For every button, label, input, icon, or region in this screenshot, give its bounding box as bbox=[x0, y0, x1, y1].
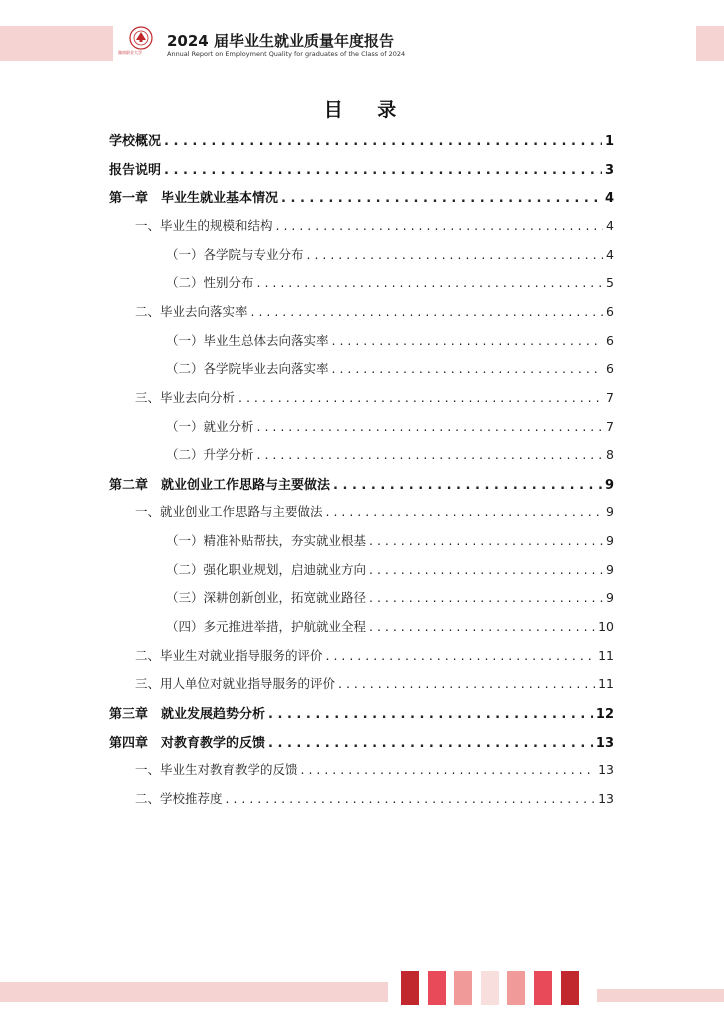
toc-entry-page: 7 bbox=[606, 389, 614, 405]
toc-entry-label: 学校概况 bbox=[109, 134, 162, 149]
toc-entry-page: 3 bbox=[604, 162, 614, 178]
toc-leader-dots bbox=[369, 533, 603, 548]
header-band-right bbox=[696, 26, 724, 61]
toc-entry-label: 第三章 就业发展趋势分析 bbox=[109, 707, 266, 722]
toc-entry-label: 三、用人单位对就业指导服务的评价 bbox=[135, 676, 336, 692]
toc-entry-page: 12 bbox=[595, 707, 614, 722]
toc-entry-page: 7 bbox=[606, 418, 614, 434]
toc-entry-label: 第二章 就业创业工作思路与主要做法 bbox=[109, 477, 331, 493]
toc-leader-dots bbox=[301, 762, 596, 777]
toc-leader-dots bbox=[268, 707, 593, 722]
toc-entry-page: 9 bbox=[604, 477, 614, 493]
toc-leader-dots bbox=[333, 478, 602, 493]
toc-entry-page: 6 bbox=[606, 303, 614, 319]
toc-entry[interactable] bbox=[166, 617, 614, 637]
toc-entry-page: 8 bbox=[606, 447, 614, 463]
toc-leader-dots bbox=[257, 419, 604, 434]
toc-leader-dots bbox=[164, 134, 602, 149]
toc-entry-page: 9 bbox=[606, 504, 614, 520]
toc-entry-page: 4 bbox=[606, 246, 614, 262]
toc-entry-page: 13 bbox=[595, 735, 614, 751]
toc-entry-label: 一、毕业生对教育教学的反馈 bbox=[135, 762, 298, 778]
toc-entry-label: （一）就业分析 bbox=[166, 418, 254, 434]
toc-leader-dots bbox=[257, 447, 604, 462]
toc-entry-label: 二、毕业生对就业指导服务的评价 bbox=[135, 647, 323, 663]
toc-leader-dots bbox=[369, 590, 603, 605]
toc-entry-page: 4 bbox=[606, 217, 614, 233]
toc-entry-label: 第一章 毕业生就业基本情况 bbox=[109, 191, 279, 207]
toc-entry[interactable] bbox=[135, 789, 614, 809]
toc-entry-page: 11 bbox=[598, 647, 614, 663]
toc-leader-dots bbox=[369, 562, 603, 577]
toc-entry-label: （二）性别分布 bbox=[166, 275, 254, 291]
toc-entry-label: 二、学校推荐度 bbox=[135, 790, 223, 806]
header-band-left bbox=[0, 26, 113, 61]
toc-entry[interactable] bbox=[109, 187, 614, 207]
toc-entry-page: 13 bbox=[598, 762, 614, 778]
toc-leader-dots bbox=[338, 676, 595, 691]
toc-entry-page: 9 bbox=[606, 590, 614, 606]
toc-entry[interactable] bbox=[166, 417, 614, 437]
report-title: 2024 届毕业生就业质量年度报告 bbox=[167, 32, 394, 50]
toc-entry-page: 9 bbox=[606, 561, 614, 577]
toc-entry[interactable] bbox=[166, 445, 614, 465]
toc-leader-dots bbox=[276, 218, 604, 233]
toc-entry[interactable] bbox=[166, 560, 614, 580]
toc-entry[interactable] bbox=[135, 302, 614, 322]
footer-bar bbox=[428, 971, 446, 1005]
footer-bar bbox=[534, 971, 552, 1005]
toc-entry-label: （二）升学分析 bbox=[166, 447, 254, 463]
toc-entry[interactable] bbox=[166, 588, 614, 608]
footer-band-right bbox=[597, 989, 724, 1002]
toc-entry[interactable] bbox=[109, 474, 614, 494]
toc-entry-page: 5 bbox=[606, 275, 614, 291]
toc-entry-label: （一）毕业生总体去向落实率 bbox=[166, 332, 329, 348]
toc-leader-dots bbox=[332, 361, 604, 376]
toc-entry-page: 1 bbox=[604, 134, 614, 149]
toc-entry-label: 二、毕业去向落实率 bbox=[135, 303, 248, 319]
toc-entry[interactable] bbox=[166, 359, 614, 379]
toc-entry[interactable] bbox=[135, 760, 614, 780]
report-subtitle: Annual Report on Employment Quality for graduates of the Class of 2024 bbox=[167, 50, 406, 58]
toc-entry-page: 9 bbox=[606, 533, 614, 549]
toc-entry-label: 三、毕业去向分析 bbox=[135, 389, 236, 405]
toc-entry-label: （二）强化职业规划，启迪就业方向 bbox=[166, 561, 367, 577]
toc-leader-dots bbox=[251, 304, 604, 319]
toc-entry-page: 11 bbox=[598, 676, 614, 692]
toc-entry-page: 4 bbox=[604, 191, 614, 207]
toc-entry[interactable] bbox=[135, 646, 614, 666]
toc-leader-dots bbox=[257, 275, 604, 290]
toc-entry[interactable] bbox=[109, 703, 614, 723]
toc-title: 目 录 bbox=[323, 99, 411, 121]
toc-entry-page: 6 bbox=[606, 361, 614, 377]
toc-leader-dots bbox=[326, 504, 604, 519]
toc-entry[interactable] bbox=[135, 388, 614, 408]
toc-leader-dots bbox=[326, 648, 596, 663]
footer-bar bbox=[401, 971, 419, 1005]
toc-entry[interactable] bbox=[166, 531, 614, 551]
toc-leader-dots bbox=[164, 163, 602, 178]
toc-entry[interactable] bbox=[135, 674, 614, 694]
toc-entry[interactable] bbox=[109, 732, 614, 752]
footer-bar bbox=[454, 971, 472, 1005]
toc-leader-dots bbox=[332, 333, 604, 348]
toc-entry-page: 10 bbox=[598, 619, 614, 635]
toc-leader-dots bbox=[307, 247, 604, 262]
toc-entry-label: 报告说明 bbox=[109, 162, 162, 178]
toc-entry[interactable] bbox=[166, 331, 614, 351]
toc-entry[interactable] bbox=[166, 245, 614, 265]
toc-entry-page: 6 bbox=[606, 332, 614, 348]
toc-entry[interactable] bbox=[109, 159, 614, 179]
toc-leader-dots bbox=[238, 390, 603, 405]
toc-entry-label: 一、就业创业工作思路与主要做法 bbox=[135, 504, 323, 520]
toc-leader-dots bbox=[268, 736, 593, 751]
toc-entry-label: 第四章 对教育教学的反馈 bbox=[109, 735, 266, 751]
footer-band-left bbox=[0, 982, 388, 1002]
footer-bar bbox=[507, 971, 525, 1005]
toc-entry-label: （一）精准补贴帮扶，夯实就业根基 bbox=[166, 533, 367, 549]
toc-entry[interactable] bbox=[166, 273, 614, 293]
footer-bar bbox=[481, 971, 499, 1005]
toc-entry[interactable] bbox=[109, 130, 614, 150]
toc-leader-dots bbox=[281, 191, 602, 206]
toc-entry-label: （一）各学院与专业分布 bbox=[166, 246, 304, 262]
toc-entry-label: （四）多元推进举措，护航就业全程 bbox=[166, 619, 367, 635]
toc-entry[interactable] bbox=[135, 216, 614, 236]
university-seal-icon bbox=[121, 23, 161, 63]
footer-bar bbox=[561, 971, 579, 1005]
toc-leader-dots bbox=[369, 619, 595, 634]
toc-entry[interactable] bbox=[135, 502, 614, 522]
toc-entry-label: 一、毕业生的规模和结构 bbox=[135, 217, 273, 233]
toc-entry-page: 13 bbox=[598, 790, 614, 806]
toc-leader-dots bbox=[226, 791, 596, 806]
toc-entry-label: （三）深耕创新创业，拓宽就业路径 bbox=[166, 590, 367, 606]
toc-entry-label: （二）各学院毕业去向落实率 bbox=[166, 361, 329, 377]
logo-caption: 湖南职业大学 bbox=[118, 50, 142, 55]
